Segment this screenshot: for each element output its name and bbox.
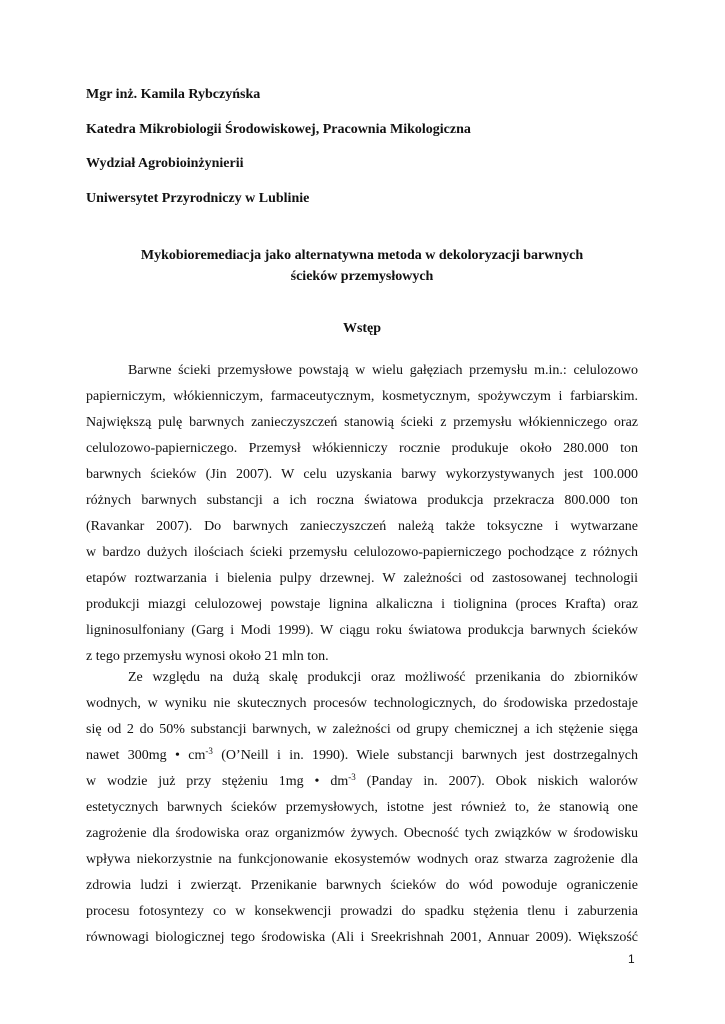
line-text: (O’Neill i in. 1990). Wiele substancji barwnych jest dostrzegalnych [212,748,638,763]
paper-title-line-1: Mykobioremediacja jako alternatywna metoda w dekoloryzacji barwnych [140,248,584,263]
paragraph-line: etapów roztwarzania i bielenia pulpy drzewnej. W zależności od zastosowanej technologii [86,571,638,586]
paragraph-line: Barwne ścieki przemysłowe powstają w wielu gałęziach przemysłu m.in.: celulozowo [128,363,638,378]
paragraph-line: Ze względu na dużą skalę produkcji oraz możliwość przenikania do zbiorników [128,670,638,685]
paragraph-line: się od 2 do 50% substancji barwnych, w zależności od grupy chemicznej a ich stężenie sięga [86,722,638,737]
paragraph-line [86,747,638,765]
paragraph-line: estetycznych barwnych ścieków przemysłowych, istotne jest również to, że stanowią one [86,800,638,815]
paragraph-line: wodnych, w wyniku nie skutecznych procesów technologicznych, do środowiska przedostaje [86,696,638,711]
paragraph-line: wpływa niekorzystnie na funkcjonowanie ekosystemów wodnych oraz stwarza zagrożenie dla [86,852,638,867]
paragraph-line: procesu fotosyntezy co w konsekwencji prowadzi do spadku stężenia tlenu i zaburzenia [86,904,638,919]
paragraph-line: (Ravankar 2007). Do barwnych zanieczyszczeń należą także toksyczne i wytwarzane [86,519,638,534]
line-text: (Panday in. 2007). Obok niskich walorów [355,774,638,789]
paragraph-line: Największą pulę barwnych zanieczyszczeń stanowią ścieki z przemysłu włókienniczego oraz [86,415,638,430]
faculty-name: Wydział Agrobioinżynierii [86,156,244,171]
paragraph-line: w bardzo dużych ilościach ścieki przemysłu celulozowo-papierniczego pochodzące z różnych [86,545,638,560]
superscript: -3 [205,746,213,756]
university-name: Uniwersytet Przyrodniczy w Lublinie [86,191,310,206]
paragraph-line: ligninosulfoniany (Garg i Modi 1999). W ciągu roku światowa produkcja barwnych ścieków [86,623,638,638]
paragraph-line: zdrowia ludzi i zwierząt. Przenikanie barwnych ścieków do wód powoduje ograniczenie [86,878,638,893]
author-name: Mgr inż. Kamila Rybczyńska [86,87,261,102]
paragraph-line: równowagi biologicznej tego środowiska (Ali i Sreekrishnah 2001, Annuar 2009). Większość [86,930,638,945]
section-heading: Wstęp [342,321,382,336]
paper-title [86,245,638,287]
paper-title-line-2: ścieków przemysłowych [290,269,434,284]
paragraph-line: z tego przemysłu wynosi około 21 mln ton. [86,649,329,664]
line-text: nawet 300mg • cm [86,748,206,763]
paragraph-line: różnych barwnych substancji a ich roczna światowa produkcja przekracza 800.000 ton [86,493,638,508]
paragraph-line: papierniczym, włókienniczym, farmaceutycznym, kosmetycznym, spożywczym i farbiarskim. [86,389,638,404]
superscript: -3 [348,772,356,782]
paragraph-line: barwnych ścieków (Jin 2007). W celu uzyskania barwy wykorzystywanych jest 100.000 [86,467,638,482]
department-name: Katedra Mikrobiologii Środowiskowej, Pracownia Mikologiczna [86,122,471,137]
paragraph-line: produkcji miazgi celulozowej powstaje lignina alkaliczna i tiolignina (proces Krafta) oraz [86,597,638,612]
line-text: w wodzie już przy stężeniu 1mg • dm [86,774,349,789]
paragraph-line [86,773,638,791]
paragraph-line: zagrożenie dla środowiska oraz organizmów żywych. Obecność tych związków w środowisku [86,826,638,841]
page-number: 1 [628,952,635,966]
paragraph-line: celulozowo-papierniczego. Przemysł włókienniczy rocznie produkuje około 280.000 ton [86,441,638,456]
